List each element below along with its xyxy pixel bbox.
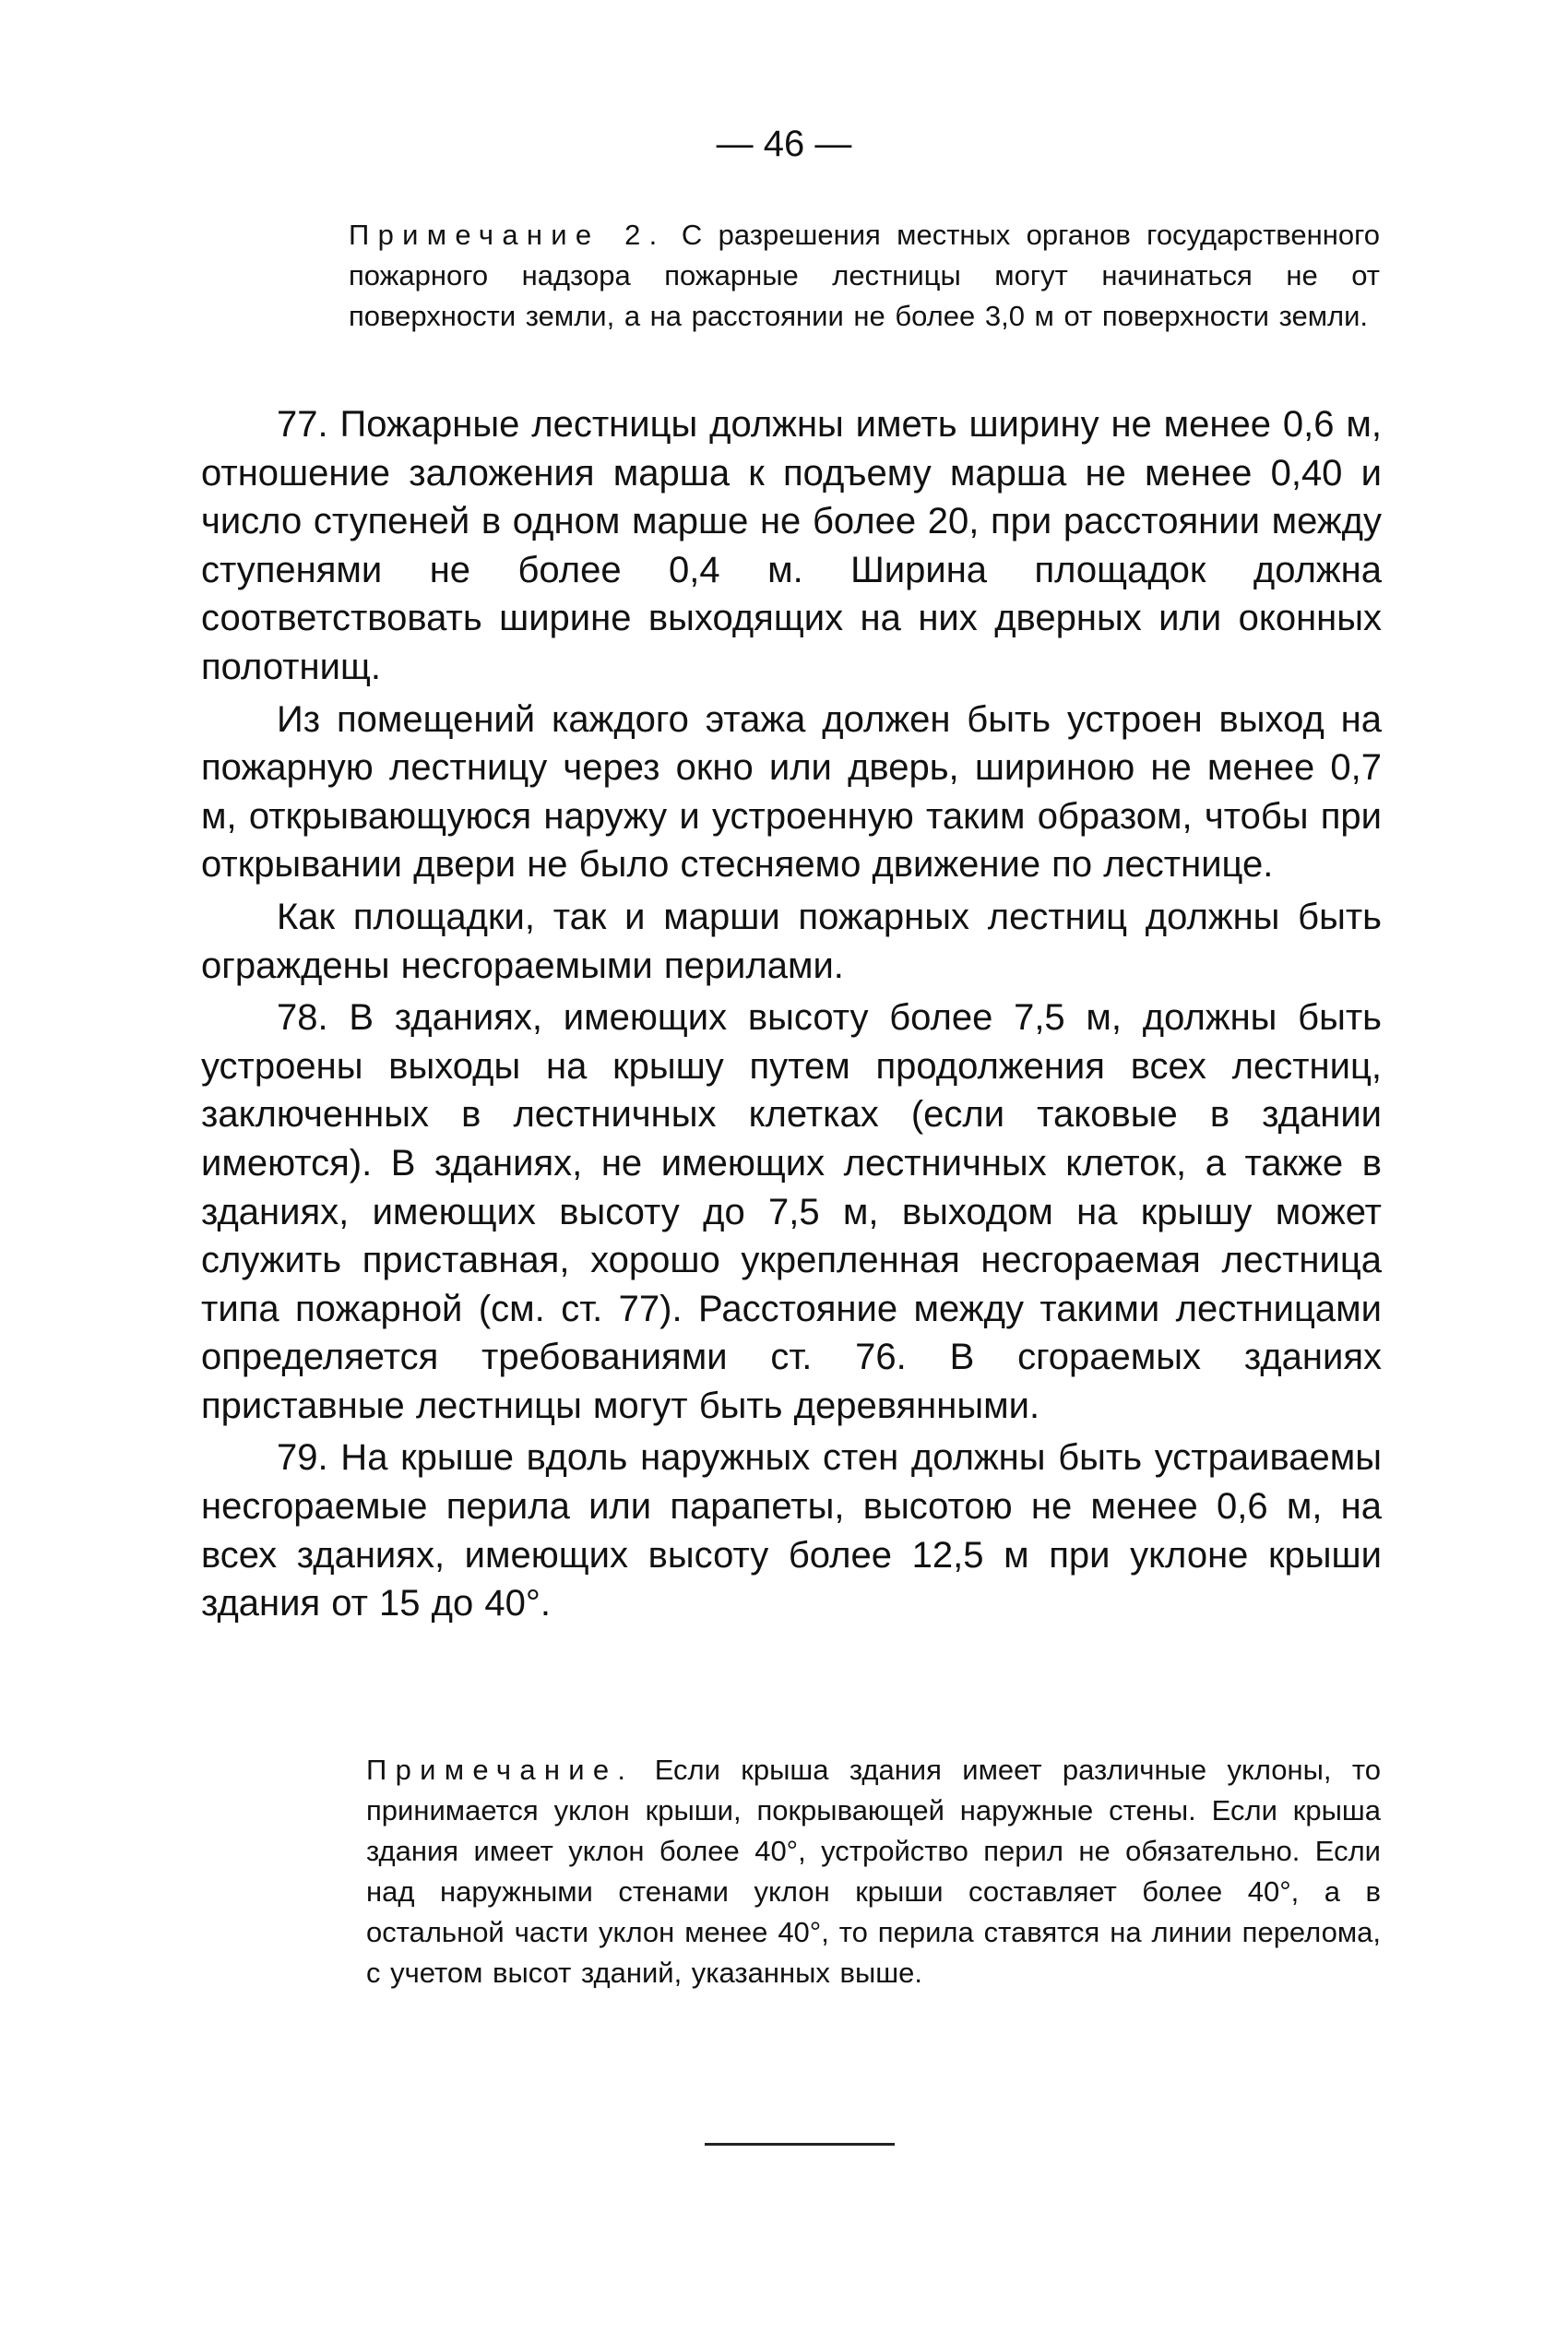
- paragraph-77-exit: Из помещений каждого этажа должен быть устроен выход на пожарную лестницу через окно или дверь, шириною не менее 0,7 м, открывающуюся наружу и устроенную таким образом, чтобы при открывании двери не было стесняемо движение по лестнице.: [201, 698, 1382, 886]
- note-final: [366, 1750, 1381, 1993]
- main-text: [201, 400, 1382, 1632]
- paragraph-77: 77. Пожарные лестницы должны иметь ширину не менее 0,6 м, отношение заложения марша к подъему марша не менее 0,40 и число ступеней в одном марше не более 20, при расстоянии между ступенями не более 0,4 м. Ширина площадок должна соответствовать ширине выходящих на них дверных или оконных полотнищ.: [201, 404, 1382, 687]
- page-number: — 46 —: [716, 124, 852, 164]
- note-2: [349, 215, 1380, 337]
- note-2-text: С разрешения местных органов государственного пожарного надзора пожарные лестницы могут начинаться не от поверхности земли, а на расстоянии не более 3,0 м от поверхности земли.: [349, 219, 1381, 332]
- note-final-label: Примечание.: [366, 1754, 635, 1786]
- note-2-label: Примечание 2.: [349, 219, 666, 251]
- section-end-rule: [705, 2143, 895, 2146]
- paragraph-79: 79. На крыше вдоль наружных стен должны быть устраиваемы несгораемые перила или парапеты, высотою не менее 0,6 м, на всех зданиях, имеющих высоту более 12,5 м при уклоне крыши здания от 15 до 40°.: [201, 1437, 1382, 1624]
- paragraph-77-railings: Как площадки, так и марши пожарных лестниц должны быть ограждены несгораемыми перилами.: [201, 896, 1382, 986]
- note-final-text: Если крыша здания имеет различные уклоны, то принимается уклон крыши, покрывающей наружные стены. Если крыша здания имеет уклон более 40°, устройство перил не обязательно. Если над наружными стенами уклон крыши составляет более 40°, а в остальной части уклон менее 40°, то перила ставятся на линии перелома, с учетом высот зданий, указанных выше.: [366, 1754, 1381, 1989]
- paragraph-78: 78. В зданиях, имеющих высоту более 7,5 м, должны быть устроены выходы на крышу путем продолжения всех лестниц, заключенных в лестничных клетках (если таковые в здании имеются). В зданиях, не имеющих лестничных клеток, а также в зданиях, имеющих высоту до 7,5 м, выходом на крышу может служить приставная, хорошо укрепленная несгораемая лестница типа пожарной (см. ст. 77). Расстояние между такими лестницами определяется требованиями ст. 76. В сгораемых зданиях приставные лестницы могут быть деревянными.: [201, 997, 1382, 1426]
